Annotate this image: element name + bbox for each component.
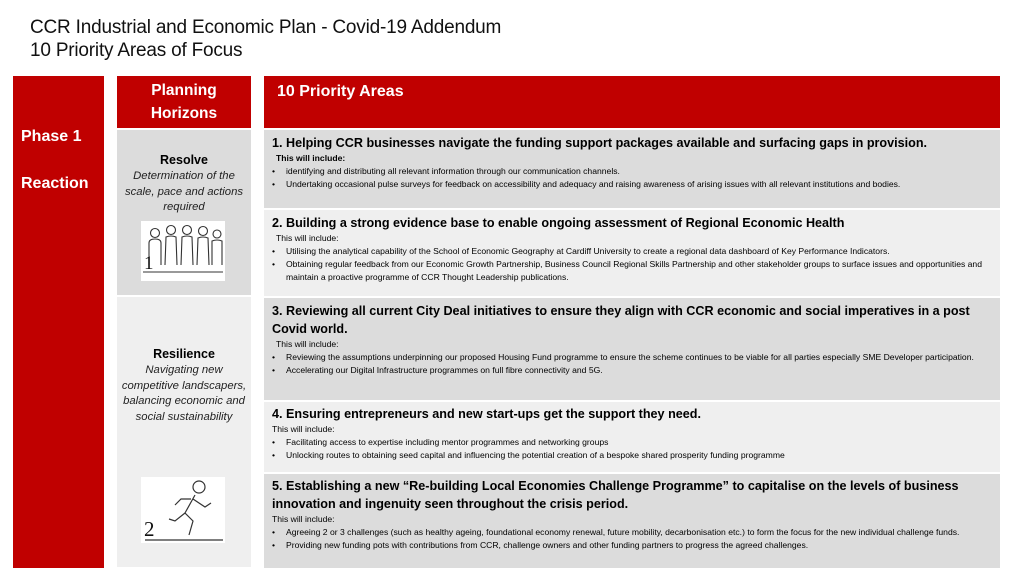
planning-horizons-label: Planning Horizons [150,82,218,122]
priority-area-2 [264,210,1000,296]
bullet-item: • Unlocking routes to obtaining seed capital and influencing the potential creation of a bespoke shared prosperity funding programme [264,449,1000,462]
bullet-item: • Utilising the analytical capability of the School of Economic Geography at Cardiff University to create a regional data dashboard of Key Performance Indicators. [264,245,1000,258]
horizon-icon-number: 1 [144,253,154,274]
page-title [30,16,501,62]
bullet-item: • Reviewing the assumptions underpinning our proposed Housing Fund programme to ensure the scheme continues to be viable for all parties especially SME Developer participation. [264,351,1000,364]
priority-area-include: This will include: [276,233,339,243]
priority-area-3 [264,298,1000,400]
phase-column [13,76,104,568]
bullet-item: • Facilitating access to expertise including mentor programmes and networking groups [264,436,1000,449]
horizon-resilience [117,297,251,567]
priority-area-include: This will include: [272,514,335,524]
priority-area-bullets [264,436,1000,462]
priority-area-include: This will include: [272,424,335,434]
title-line-2: 10 Priority Areas of Focus [30,40,243,61]
priority-area-title: 4. Ensuring entrepreneurs and new start-ups get the support they need. [272,407,701,421]
bullet-item: • Accelerating our Digital Infrastructure programmes on full fibre connectivity and 5G. [264,364,1000,377]
priority-areas-label: 10 Priority Areas [277,83,404,100]
horizon-name: Resolve [160,153,208,167]
priority-area-4 [264,402,1000,472]
priority-areas-header [264,76,1000,128]
priority-area-bullets [264,165,1000,191]
bullet-item: • Agreeing 2 or 3 challenges (such as healthy ageing, foundational economy renewal, future mobility, decarbonisation etc.) to form the focus for the new individual challenge funds. [264,526,1000,539]
priority-area-bullets [264,245,1000,284]
horizon-desc: Determination of the scale, pace and actions required [124,170,244,213]
horizon-name: Resilience [153,347,215,361]
planning-horizons-header [117,76,251,128]
priority-area-bullets [264,351,1000,377]
priority-area-include: This will include: [276,153,346,163]
phase-label: Phase 1 [21,128,82,145]
priority-area-bullets [264,526,1000,552]
priority-area-title: 2. Building a strong evidence base to enable ongoing assessment of Regional Economic Health [272,216,845,230]
bullet-item: • Undertaking occasional pulse surveys for feedback on accessibility and adequacy and raising awareness of arising issues with all relevant institutions and bodies. [264,178,1000,191]
title-line-1: CCR Industrial and Economic Plan - Covid-19 Addendum [30,17,502,38]
priority-area-title: 1. Helping CCR businesses navigate the funding support packages available and surfacing gaps in provision. [272,136,928,150]
priority-area-title: 5. Establishing a new “Re-building Local Economies Challenge Programme” to capitalise on the levels of business innovation and ingenuity seen throughout the crisis period. [272,479,959,511]
horizon-desc: Navigating new competitive landscapers, balancing economic and social sustainability [121,364,247,423]
phase-name: Reaction [21,175,89,192]
horizon-resolve [117,130,251,295]
running-person-icon [141,477,225,543]
bullet-item: • identifying and distributing all relevant information through our communication channels. [264,165,1000,178]
group-of-people-icon [141,221,225,281]
priority-area-title: 3. Reviewing all current City Deal initiatives to ensure they align with CCR economic and social imperatives in a post Covid world. [272,304,970,336]
priority-area-5 [264,474,1000,568]
priority-area-include: This will include: [276,339,339,349]
horizon-icon-number: 2 [144,517,155,541]
priority-area-1 [264,130,1000,208]
bullet-item: • Obtaining regular feedback from our Economic Growth Partnership, Business Council Regional Skills Partnership and other stakeholder groups to surface issues and opportunities and maintain a proactive programme of CCR Thought Leadership publications. [264,258,1000,284]
bullet-item: • Providing new funding pots with contributions from CCR, challenge owners and other funding partners to progress the agreed challenges. [264,539,1000,552]
